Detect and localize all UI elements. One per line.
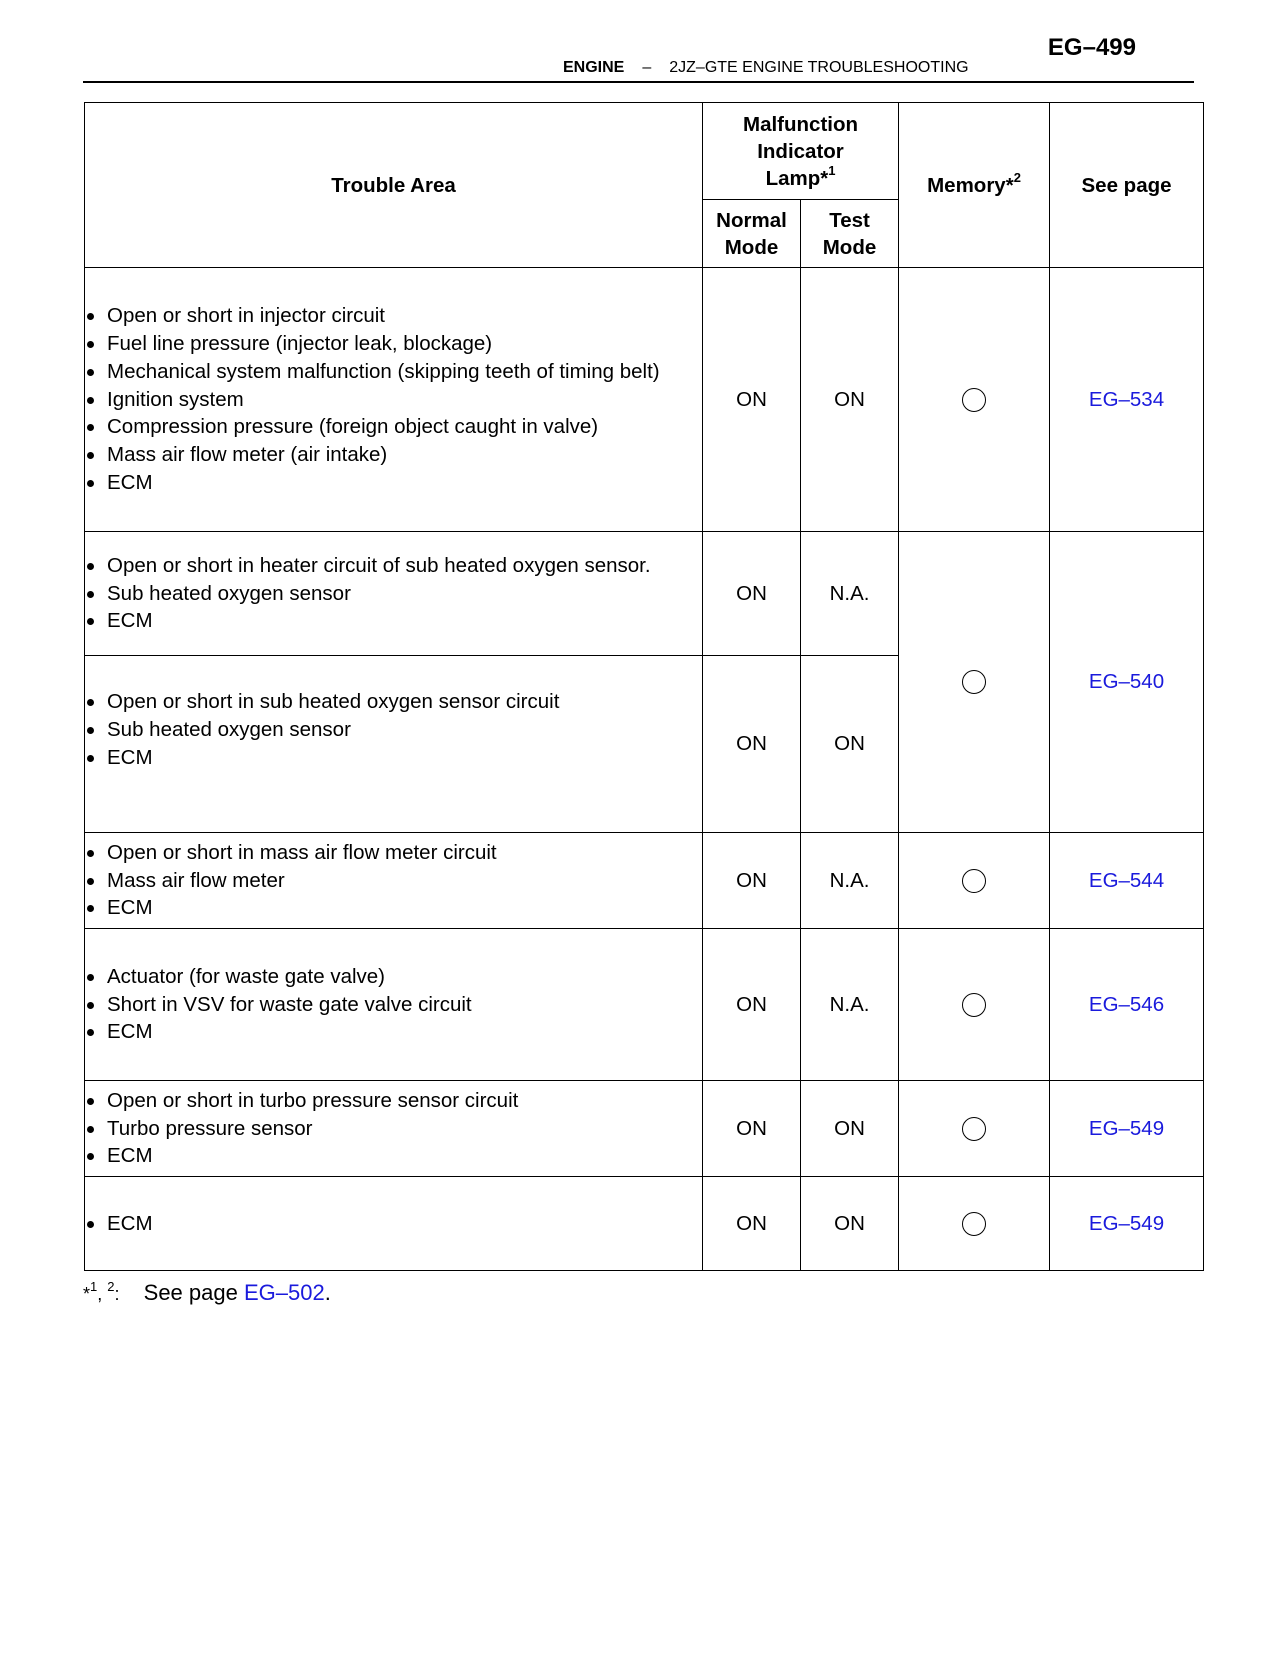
header-mil — [703, 103, 899, 200]
page-number: EG–499 — [1047, 34, 1136, 61]
see-page-cell — [1050, 268, 1204, 532]
list-item: ECM — [85, 607, 702, 635]
trouble-list — [85, 1210, 702, 1238]
test-mode-cell: ON — [801, 1081, 899, 1177]
list-item: Open or short in turbo pressure sensor circuit — [85, 1087, 702, 1115]
trouble-list — [85, 1087, 702, 1170]
normal-mode-cell: ON — [703, 268, 801, 532]
section-name: ENGINE — [563, 59, 625, 76]
list-item: ECM — [85, 894, 702, 922]
header-normal-mode: Normal Mode — [703, 200, 801, 268]
list-item: Fuel line pressure (injector leak, blockage) — [85, 330, 702, 358]
header-separator: – — [642, 59, 652, 76]
memory-circle-icon — [962, 993, 986, 1017]
page-link[interactable]: EG–549 — [1088, 1116, 1165, 1140]
list-item: Sub heated oxygen sensor — [85, 580, 702, 608]
list-item: ECM — [85, 1210, 702, 1238]
header-mil-sup: 1 — [828, 162, 836, 178]
memory-circle-icon — [962, 1117, 986, 1141]
header-memory — [899, 103, 1050, 268]
table-header-row — [85, 103, 1204, 200]
list-item: Sub heated oxygen sensor — [85, 716, 702, 744]
list-item: Compression pressure (foreign object caught in valve) — [85, 413, 702, 441]
list-item: Ignition system — [85, 386, 702, 414]
memory-circle-icon — [962, 869, 986, 893]
footnote — [83, 1280, 331, 1306]
test-mode-cell: N.A. — [801, 833, 899, 929]
list-item: Mass air flow meter — [85, 867, 702, 895]
section-subtitle: 2JZ–GTE ENGINE TROUBLESHOOTING — [669, 59, 969, 76]
trouble-area-cell — [85, 656, 703, 833]
trouble-area-cell — [85, 1081, 703, 1177]
trouble-area-cell — [85, 929, 703, 1081]
list-item: Open or short in injector circuit — [85, 302, 702, 330]
table-row — [85, 1177, 1204, 1271]
trouble-table — [84, 102, 1204, 1271]
trouble-area-cell — [85, 833, 703, 929]
header-test-mode: Test Mode — [801, 200, 899, 268]
trouble-area-cell — [85, 532, 703, 656]
trouble-list — [85, 302, 702, 497]
trouble-list — [85, 552, 702, 635]
test-mode-cell: ON — [801, 1177, 899, 1271]
trouble-area-cell — [85, 268, 703, 532]
list-item: Mass air flow meter (air intake) — [85, 441, 702, 469]
see-page-cell — [1050, 929, 1204, 1081]
normal-mode-cell: ON — [703, 833, 801, 929]
page-link[interactable]: EG–549 — [1088, 1211, 1165, 1235]
test-mode-cell: ON — [801, 656, 899, 833]
page-link[interactable]: EG–546 — [1088, 992, 1165, 1016]
normal-mode-cell: ON — [703, 929, 801, 1081]
table-row — [85, 929, 1204, 1081]
memory-cell — [899, 268, 1050, 532]
list-item: ECM — [85, 1142, 702, 1170]
list-item: Turbo pressure sensor — [85, 1115, 702, 1143]
footnote-text: See page — [143, 1280, 238, 1305]
test-mode-cell: ON — [801, 268, 899, 532]
list-item: Mechanical system malfunction (skipping teeth of timing belt) — [85, 358, 702, 386]
test-mode-cell: N.A. — [801, 532, 899, 656]
memory-circle-icon — [962, 1212, 986, 1236]
list-item: Short in VSV for waste gate valve circuit — [85, 991, 702, 1019]
header-mil-label: Malfunction Indicator Lamp* — [743, 112, 859, 190]
list-item: ECM — [85, 744, 702, 772]
list-item: Open or short in sub heated oxygen sensor circuit — [85, 688, 702, 716]
see-page-cell — [1050, 1081, 1204, 1177]
page-link[interactable]: EG–544 — [1088, 868, 1165, 892]
normal-mode-cell: ON — [703, 1081, 801, 1177]
list-item: Open or short in heater circuit of sub heated oxygen sensor. — [85, 552, 702, 580]
footnote-link[interactable]: EG–502 — [243, 1280, 325, 1305]
table-row — [85, 833, 1204, 929]
header-memory-label: Memory* — [927, 173, 1014, 197]
header-memory-sup: 2 — [1013, 169, 1021, 185]
trouble-area-cell — [85, 1177, 703, 1271]
list-item: ECM — [85, 1018, 702, 1046]
footnote-marks: *$^1$, $^2$: — [83, 1279, 120, 1304]
header-trouble-area: Trouble Area — [85, 103, 703, 268]
list-item: ECM — [85, 469, 702, 497]
normal-mode-cell: ON — [703, 532, 801, 656]
trouble-list — [85, 963, 702, 1046]
page-link[interactable]: EG–534 — [1088, 387, 1165, 411]
trouble-list — [85, 688, 702, 771]
table-row — [85, 268, 1204, 532]
test-mode-cell: N.A. — [801, 929, 899, 1081]
memory-cell — [899, 1177, 1050, 1271]
running-header — [83, 57, 1194, 83]
see-page-cell — [1050, 532, 1204, 833]
see-page-cell — [1050, 1177, 1204, 1271]
memory-cell — [899, 532, 1050, 833]
footnote-period: . — [324, 1280, 331, 1305]
memory-cell — [899, 1081, 1050, 1177]
table-row — [85, 1081, 1204, 1177]
normal-mode-cell: ON — [703, 1177, 801, 1271]
header-see-page: See page — [1050, 103, 1204, 268]
list-item: Open or short in mass air flow meter circuit — [85, 839, 702, 867]
memory-circle-icon — [962, 670, 986, 694]
memory-cell — [899, 833, 1050, 929]
memory-cell — [899, 929, 1050, 1081]
list-item: Actuator (for waste gate valve) — [85, 963, 702, 991]
see-page-cell — [1050, 833, 1204, 929]
trouble-list — [85, 839, 702, 922]
running-header-text — [563, 59, 969, 77]
page-link[interactable]: EG–540 — [1088, 670, 1165, 693]
memory-circle-icon — [962, 388, 986, 412]
table-row — [85, 532, 1204, 656]
normal-mode-cell: ON — [703, 656, 801, 833]
